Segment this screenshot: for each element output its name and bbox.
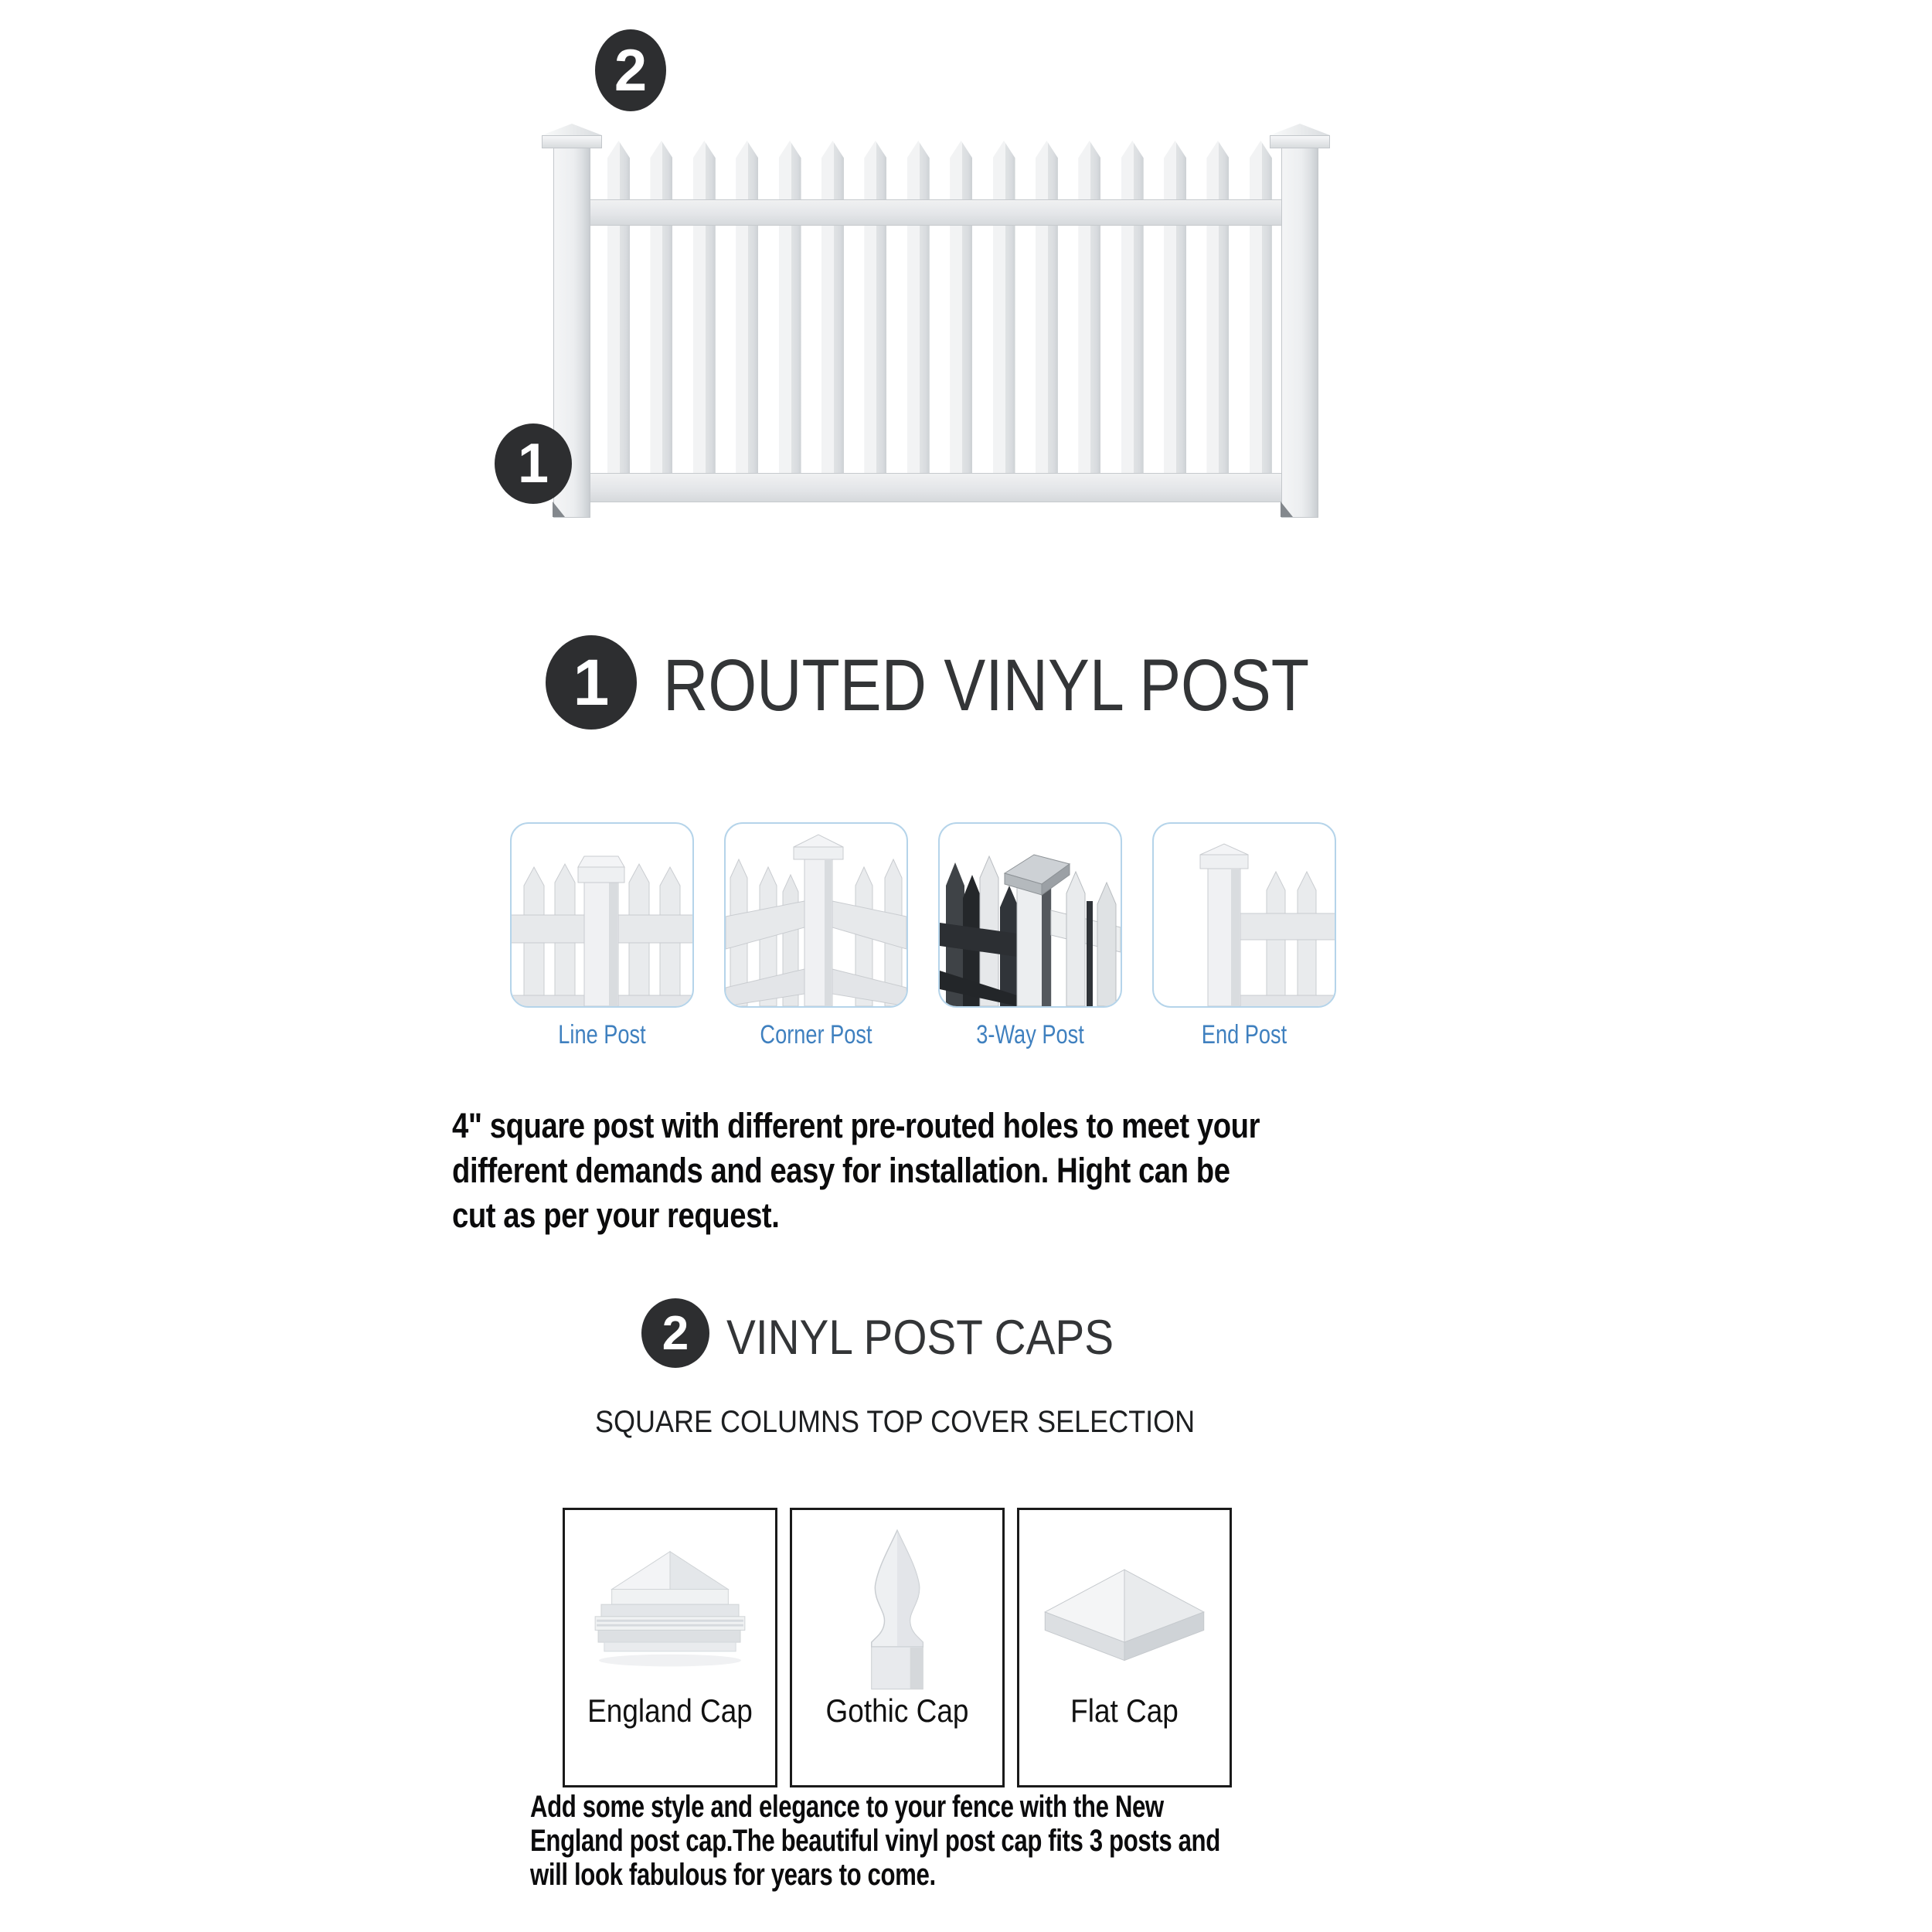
description-line: 4" square post with different pre-routed holes to meet your: [452, 1106, 1260, 1145]
picket: [1078, 141, 1100, 473]
picket: [1250, 141, 1272, 473]
gothic-cap-label: Gothic Cap: [825, 1692, 969, 1729]
england-cap-box: [563, 1508, 777, 1787]
section2-description: [530, 1790, 1220, 1892]
england-cap-label: England Cap: [587, 1692, 753, 1729]
section2-badge: 2: [641, 1298, 709, 1368]
three-way-post-image: [940, 824, 1121, 1006]
line-post-image: [512, 824, 692, 1006]
corner-post-label: Corner Post: [760, 1020, 872, 1049]
description-line: different demands and easy for installation. Hight can be: [452, 1151, 1230, 1190]
callout-badge-cap: 2: [595, 29, 666, 111]
picket: [1121, 141, 1144, 473]
description-line: Add some style and elegance to your fence with the New: [530, 1790, 1164, 1824]
left-post-cap: [542, 124, 602, 148]
bottom-rail: [587, 473, 1283, 502]
end-post-card: [1152, 822, 1336, 1008]
top-rail: [587, 199, 1283, 226]
picket: [779, 141, 801, 473]
england-cap-image: [565, 1521, 775, 1699]
section2-title: VINYL POST CAPS: [726, 1311, 1114, 1365]
section1-title: ROUTED VINYL POST: [663, 645, 1310, 726]
picket: [1164, 141, 1186, 473]
gothic-cap-box: [790, 1508, 1005, 1787]
flat-cap-box: [1017, 1508, 1232, 1787]
corner-post-card: [724, 822, 908, 1008]
gothic-cap-image: [792, 1521, 1002, 1699]
section1-description: [452, 1104, 1260, 1238]
picket: [607, 141, 630, 473]
flat-cap-image: [1019, 1521, 1230, 1699]
picket-row: [607, 141, 1272, 473]
picket: [993, 141, 1015, 473]
description-line: cut as per your request.: [452, 1196, 780, 1235]
three-way-post-card: [938, 822, 1122, 1008]
section2-subtitle: SQUARE COLUMNS TOP COVER SELECTION: [595, 1405, 1196, 1439]
picket: [1036, 141, 1058, 473]
flat-cap-label: Flat Cap: [1070, 1692, 1179, 1729]
line-post-label: Line Post: [558, 1020, 646, 1049]
line-post-card: [510, 822, 694, 1008]
description-line: will look fabulous for years to come.: [530, 1858, 936, 1892]
right-post-cap: [1270, 124, 1330, 148]
section1-badge: 1: [546, 635, 637, 730]
picket: [907, 141, 930, 473]
picket: [821, 141, 844, 473]
picket: [736, 141, 758, 473]
picket: [864, 141, 886, 473]
description-line: England post cap.The beautiful vinyl post cap fits 3 posts and: [530, 1824, 1220, 1858]
right-post: [1281, 147, 1318, 518]
picket: [650, 141, 672, 473]
picket: [1206, 141, 1229, 473]
end-post-label: End Post: [1201, 1020, 1287, 1049]
callout-badge-post: 1: [495, 423, 572, 504]
picket: [950, 141, 972, 473]
end-post-image: [1154, 824, 1335, 1006]
picket: [693, 141, 716, 473]
three-way-post-label: 3-Way Post: [976, 1020, 1084, 1049]
corner-post-image: [726, 824, 906, 1006]
